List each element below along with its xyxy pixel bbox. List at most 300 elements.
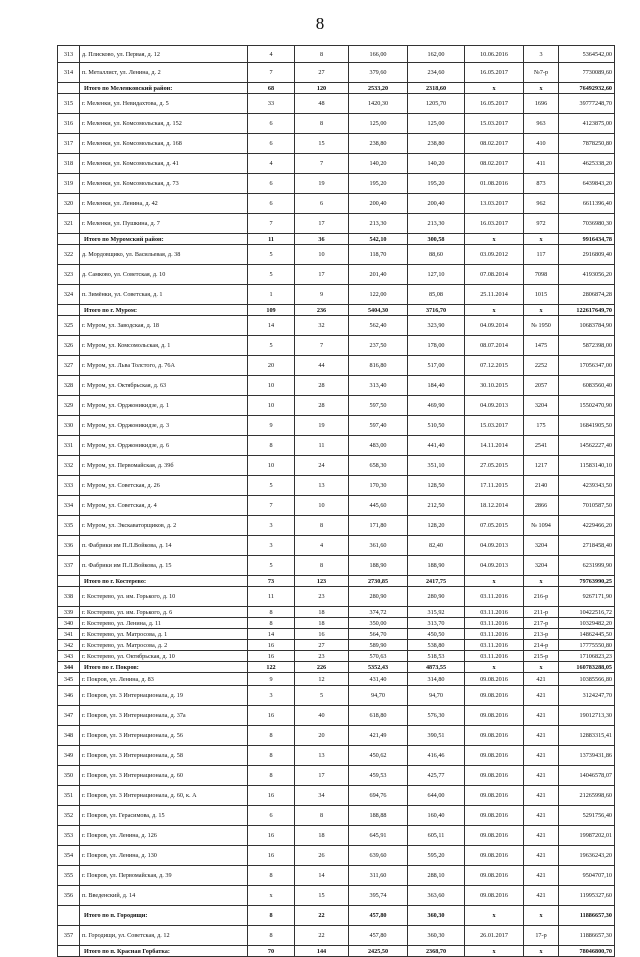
cell-col-3: 94,70 — [349, 686, 408, 706]
cell-col-4: 125,00 — [408, 114, 465, 134]
cell-row-number: 338 — [58, 587, 80, 607]
table-row — [58, 886, 615, 906]
table-row — [58, 245, 615, 265]
cell-row-number: 335 — [58, 516, 80, 536]
cell-address: г. Муром, ул. Экскаваторщиков, д. 2 — [80, 516, 248, 536]
cell-col-4: 2417,75 — [408, 576, 465, 587]
cell-col-1: 7 — [248, 63, 295, 83]
cell-date: 25.11.2014 — [465, 285, 524, 305]
cell-date: 09.08.2016 — [465, 746, 524, 766]
table-row — [58, 376, 615, 396]
cell-col-4: 390,51 — [408, 726, 465, 746]
cell-col-4: 3716,70 — [408, 305, 465, 316]
cell-address: г. Костерево, ул. Октябрьская, д. 10 — [80, 651, 248, 662]
cell-col-4: 360,30 — [408, 906, 465, 926]
cell-amount: 4625338,20 — [559, 154, 615, 174]
cell-col-1: 9 — [248, 416, 295, 436]
cell-amount: 5291756,40 — [559, 806, 615, 826]
cell-doc-number: 175 — [524, 416, 559, 436]
cell-col-2: 24 — [295, 456, 349, 476]
cell-col-2: 36 — [295, 234, 349, 245]
cell-col-1: 11 — [248, 587, 295, 607]
cell-amount: 14862445,50 — [559, 629, 615, 640]
cell-doc-number: 3204 — [524, 396, 559, 416]
cell-amount: 11886657,30 — [559, 926, 615, 946]
cell-row-number: 340 — [58, 618, 80, 629]
cell-amount: 10683784,90 — [559, 316, 615, 336]
cell-col-4: 300,58 — [408, 234, 465, 245]
cell-amount: 13739431,86 — [559, 746, 615, 766]
cell-date: 17.11.2015 — [465, 476, 524, 496]
cell-col-1: 7 — [248, 214, 295, 234]
cell-col-2: 13 — [295, 476, 349, 496]
table-row — [58, 46, 615, 63]
cell-col-3: 450,62 — [349, 746, 408, 766]
cell-amount: 7010587,50 — [559, 496, 615, 516]
cell-col-4: 538,80 — [408, 640, 465, 651]
cell-doc-number: 421 — [524, 846, 559, 866]
cell-doc-number: 117 — [524, 245, 559, 265]
cell-col-3: 597,50 — [349, 396, 408, 416]
cell-doc-number: 3204 — [524, 556, 559, 576]
cell-col-2: 17 — [295, 214, 349, 234]
cell-col-3: 457,80 — [349, 926, 408, 946]
cell-row-number: 339 — [58, 607, 80, 618]
cell-doc-number: 2541 — [524, 436, 559, 456]
cell-col-1: 14 — [248, 316, 295, 336]
cell-col-4: 351,10 — [408, 456, 465, 476]
table-row — [58, 766, 615, 786]
cell-amount: 9916434,78 — [559, 234, 615, 245]
cell-address: г. Муром, ул. Советская, д. 26 — [80, 476, 248, 496]
cell-address: г. Муром, ул. Орджоникидзе, д. 1 — [80, 396, 248, 416]
cell-address: г. Муром, ул. Октябрьская, д. 63 — [80, 376, 248, 396]
cell-row-number: 344 — [58, 662, 80, 673]
cell-amount: 122617649,70 — [559, 305, 615, 316]
cell-doc-number: x — [524, 234, 559, 245]
cell-address: г. Костерево, ул. Матросова, д. 1 — [80, 629, 248, 640]
cell-row-number: 350 — [58, 766, 80, 786]
cell-doc-number: 421 — [524, 706, 559, 726]
cell-doc-number: 211-р — [524, 607, 559, 618]
total-row — [58, 234, 615, 245]
cell-row-number: 346 — [58, 686, 80, 706]
cell-amount: 11995327,60 — [559, 886, 615, 906]
cell-col-1: 6 — [248, 174, 295, 194]
cell-address: Итого по п. Городищи: — [80, 906, 248, 926]
cell-col-2: 11 — [295, 436, 349, 456]
cell-date: x — [465, 662, 524, 673]
cell-address: г. Меленки, ул. Комсомольская, д. 41 — [80, 154, 248, 174]
cell-date: 16.03.2017 — [465, 214, 524, 234]
cell-row-number — [58, 946, 80, 957]
cell-doc-number: 17-р — [524, 926, 559, 946]
cell-address: г. Покров, ул. Ленина, д. 126 — [80, 826, 248, 846]
cell-amount: 21265998,60 — [559, 786, 615, 806]
cell-amount: 5872398,00 — [559, 336, 615, 356]
cell-doc-number: 421 — [524, 806, 559, 826]
cell-col-3: 639,60 — [349, 846, 408, 866]
cell-date: 04.09.2014 — [465, 316, 524, 336]
cell-col-1: 16 — [248, 826, 295, 846]
cell-doc-number: 411 — [524, 154, 559, 174]
cell-amount: 19987202,01 — [559, 826, 615, 846]
table-row — [58, 618, 615, 629]
cell-amount: 17775550,80 — [559, 640, 615, 651]
table-row — [58, 436, 615, 456]
cell-row-number — [58, 906, 80, 926]
cell-date: x — [465, 83, 524, 94]
cell-col-4: 314,80 — [408, 673, 465, 686]
table-row — [58, 396, 615, 416]
cell-date: 03.09.2012 — [465, 245, 524, 265]
table-row — [58, 154, 615, 174]
cell-doc-number: 217-р — [524, 618, 559, 629]
table-row — [58, 846, 615, 866]
cell-row-number — [58, 83, 80, 94]
cell-date: 09.08.2016 — [465, 706, 524, 726]
cell-col-3: 238,80 — [349, 134, 408, 154]
cell-col-2: 9 — [295, 285, 349, 305]
cell-col-3: 589,90 — [349, 640, 408, 651]
cell-col-2: 8 — [295, 46, 349, 63]
cell-col-3: 570,63 — [349, 651, 408, 662]
cell-address: г. Покров, ул. Первомайская, д. 39 — [80, 866, 248, 886]
cell-address: г. Муром, ул. Орджоникидзе, д. 6 — [80, 436, 248, 456]
cell-doc-number: 421 — [524, 686, 559, 706]
cell-col-4: 518,53 — [408, 651, 465, 662]
cell-col-3: 483,00 — [349, 436, 408, 456]
cell-amount: 5364542,00 — [559, 46, 615, 63]
cell-col-1: 11 — [248, 234, 295, 245]
cell-col-4: 160,40 — [408, 806, 465, 826]
cell-row-number: 322 — [58, 245, 80, 265]
cell-col-2: 13 — [295, 746, 349, 766]
cell-address: г. Меленки, ул. Комсомольская, д. 168 — [80, 134, 248, 154]
cell-row-number — [58, 234, 80, 245]
cell-col-3: 457,80 — [349, 906, 408, 926]
cell-col-1: 8 — [248, 866, 295, 886]
cell-col-4: 1205,70 — [408, 94, 465, 114]
cell-address: г. Костерево, ул. Матросова, д. 2 — [80, 640, 248, 651]
table-row — [58, 316, 615, 336]
cell-col-2: 236 — [295, 305, 349, 316]
cell-col-4: 4873,55 — [408, 662, 465, 673]
cell-col-3: 125,00 — [349, 114, 408, 134]
cell-address: п. Фабрики им П.Л.Войкова, д. 15 — [80, 556, 248, 576]
total-row — [58, 906, 615, 926]
table-row — [58, 134, 615, 154]
cell-col-2: 123 — [295, 576, 349, 587]
cell-col-4: 82,40 — [408, 536, 465, 556]
cell-doc-number: 421 — [524, 786, 559, 806]
cell-amount: 6231999,90 — [559, 556, 615, 576]
cell-col-4: 88,60 — [408, 245, 465, 265]
cell-row-number: 348 — [58, 726, 80, 746]
cell-col-3: 374,72 — [349, 607, 408, 618]
cell-address: д. Плисково, ул. Первая, д. 12 — [80, 46, 248, 63]
total-row — [58, 662, 615, 673]
cell-col-4: 644,00 — [408, 786, 465, 806]
cell-amount: 17106823,23 — [559, 651, 615, 662]
cell-col-2: 32 — [295, 316, 349, 336]
table-row — [58, 174, 615, 194]
cell-address: п. Введенский, д. 14 — [80, 886, 248, 906]
cell-address: г. Покров, ул. Ленина, д. 83 — [80, 673, 248, 686]
cell-address: г. Покров, ул. 3 Интернационала, д. 56 — [80, 726, 248, 746]
cell-col-1: 3 — [248, 516, 295, 536]
cell-row-number: 317 — [58, 134, 80, 154]
cell-amount: 9504707,10 — [559, 866, 615, 886]
cell-col-3: 140,20 — [349, 154, 408, 174]
cell-row-number: 319 — [58, 174, 80, 194]
cell-doc-number: 213-р — [524, 629, 559, 640]
table-row — [58, 63, 615, 83]
cell-doc-number: 215-р — [524, 651, 559, 662]
cell-col-1: 5 — [248, 245, 295, 265]
cell-col-4: 212,50 — [408, 496, 465, 516]
cell-row-number: 328 — [58, 376, 80, 396]
table-row — [58, 456, 615, 476]
table-row — [58, 265, 615, 285]
cell-col-3: 188,88 — [349, 806, 408, 826]
cell-date: 09.08.2016 — [465, 886, 524, 906]
cell-row-number: 327 — [58, 356, 80, 376]
cell-col-1: 8 — [248, 906, 295, 926]
cell-col-2: 27 — [295, 63, 349, 83]
cell-col-3: 361,60 — [349, 536, 408, 556]
cell-row-number: 356 — [58, 886, 80, 906]
cell-address: г. Покров, ул. 3 Интернационала, д. 19 — [80, 686, 248, 706]
cell-col-3: 5352,43 — [349, 662, 408, 673]
cell-date: 27.05.2015 — [465, 456, 524, 476]
cell-row-number: 321 — [58, 214, 80, 234]
table-row — [58, 651, 615, 662]
cell-col-3: 237,50 — [349, 336, 408, 356]
total-row — [58, 576, 615, 587]
cell-doc-number: 972 — [524, 214, 559, 234]
cell-date: 03.11.2016 — [465, 607, 524, 618]
cell-doc-number: 1015 — [524, 285, 559, 305]
cell-doc-number: 216-р — [524, 587, 559, 607]
cell-col-1: 8 — [248, 607, 295, 618]
cell-col-3: 118,70 — [349, 245, 408, 265]
cell-col-1: 70 — [248, 946, 295, 957]
cell-col-3: 195,20 — [349, 174, 408, 194]
cell-date: 08.02.2017 — [465, 154, 524, 174]
cell-col-1: 8 — [248, 436, 295, 456]
cell-col-3: 379,60 — [349, 63, 408, 83]
housing-table — [57, 45, 615, 957]
cell-doc-number: 963 — [524, 114, 559, 134]
total-row — [58, 946, 615, 957]
cell-col-4: 195,20 — [408, 174, 465, 194]
table-row — [58, 94, 615, 114]
cell-col-2: 22 — [295, 906, 349, 926]
cell-doc-number: x — [524, 906, 559, 926]
cell-col-1: 109 — [248, 305, 295, 316]
cell-date: 07.05.2015 — [465, 516, 524, 536]
cell-amount: 6611396,40 — [559, 194, 615, 214]
cell-doc-number: 1217 — [524, 456, 559, 476]
cell-date: 07.08.2014 — [465, 265, 524, 285]
cell-amount: 6083560,40 — [559, 376, 615, 396]
cell-col-1: 7 — [248, 496, 295, 516]
cell-amount: 16841905,50 — [559, 416, 615, 436]
table-row — [58, 114, 615, 134]
cell-row-number: 337 — [58, 556, 80, 576]
cell-row-number: 326 — [58, 336, 80, 356]
cell-col-3: 597,40 — [349, 416, 408, 436]
cell-col-2: 19 — [295, 416, 349, 436]
cell-col-1: 5 — [248, 336, 295, 356]
cell-address: п. Металлист, ул. Ленина, д. 2 — [80, 63, 248, 83]
cell-date: 07.12.2015 — [465, 356, 524, 376]
cell-doc-number: 2252 — [524, 356, 559, 376]
cell-address: г. Муром, ул. Орджоникидзе, д. 3 — [80, 416, 248, 436]
cell-col-2: 7 — [295, 336, 349, 356]
cell-col-4: 416,46 — [408, 746, 465, 766]
cell-col-3: 201,40 — [349, 265, 408, 285]
cell-col-3: 122,00 — [349, 285, 408, 305]
cell-amount: 10422516,72 — [559, 607, 615, 618]
table-body — [58, 46, 615, 957]
cell-amount: 4239343,50 — [559, 476, 615, 496]
cell-amount: 79763990,25 — [559, 576, 615, 587]
cell-amount: 14562227,40 — [559, 436, 615, 456]
cell-doc-number: 410 — [524, 134, 559, 154]
cell-date: 09.08.2016 — [465, 786, 524, 806]
total-row — [58, 305, 615, 316]
table-row — [58, 926, 615, 946]
cell-col-2: 44 — [295, 356, 349, 376]
cell-col-2: 120 — [295, 83, 349, 94]
cell-doc-number: x — [524, 946, 559, 957]
cell-doc-number: 962 — [524, 194, 559, 214]
cell-amount: 7036980,30 — [559, 214, 615, 234]
table-row — [58, 726, 615, 746]
cell-col-4: 188,90 — [408, 556, 465, 576]
cell-address: г. Муром, ул. Льва Толстого, д. 76А — [80, 356, 248, 376]
cell-date: 26.01.2017 — [465, 926, 524, 946]
cell-col-1: 68 — [248, 83, 295, 94]
cell-address: г. Меленки, ул. Комсомольская, д. 73 — [80, 174, 248, 194]
cell-col-3: 350,00 — [349, 618, 408, 629]
table-row — [58, 556, 615, 576]
cell-col-3: 5404,30 — [349, 305, 408, 316]
cell-row-number: 343 — [58, 651, 80, 662]
cell-address: г. Меленки, ул. Ленина, д. 42 — [80, 194, 248, 214]
cell-row-number: 351 — [58, 786, 80, 806]
cell-col-3: 421,49 — [349, 726, 408, 746]
cell-col-1: 16 — [248, 651, 295, 662]
cell-address: д. Мордовщико, ул. Васильевая, д. 38 — [80, 245, 248, 265]
cell-row-number: 320 — [58, 194, 80, 214]
cell-row-number: 334 — [58, 496, 80, 516]
cell-address: г. Покров, ул. 3 Интернационала, д. 37а — [80, 706, 248, 726]
cell-col-1: 33 — [248, 94, 295, 114]
cell-amount: 4229466,20 — [559, 516, 615, 536]
cell-col-2: 8 — [295, 556, 349, 576]
cell-doc-number: x — [524, 662, 559, 673]
cell-address: п. Фабрики им П.Л.Войкова, д. 14 — [80, 536, 248, 556]
cell-row-number: 341 — [58, 629, 80, 640]
cell-row-number: 323 — [58, 265, 80, 285]
cell-col-2: 28 — [295, 376, 349, 396]
table-row — [58, 536, 615, 556]
cell-date: 04.09.2013 — [465, 536, 524, 556]
cell-col-1: 8 — [248, 726, 295, 746]
cell-col-3: 200,40 — [349, 194, 408, 214]
table-row — [58, 416, 615, 436]
cell-col-2: 34 — [295, 786, 349, 806]
cell-row-number: 345 — [58, 673, 80, 686]
table-row — [58, 587, 615, 607]
cell-col-4: 605,11 — [408, 826, 465, 846]
cell-col-4: 425,77 — [408, 766, 465, 786]
cell-col-3: 1420,30 — [349, 94, 408, 114]
cell-address: г. Костерево, ул. Ленина, д. 11 — [80, 618, 248, 629]
cell-amount: 11886657,30 — [559, 906, 615, 926]
cell-col-2: 144 — [295, 946, 349, 957]
cell-date: x — [465, 234, 524, 245]
cell-col-3: 658,30 — [349, 456, 408, 476]
cell-col-1: 6 — [248, 194, 295, 214]
cell-col-1: 6 — [248, 114, 295, 134]
cell-col-1: 14 — [248, 629, 295, 640]
cell-col-2: 48 — [295, 94, 349, 114]
table-row — [58, 746, 615, 766]
cell-doc-number: 2140 — [524, 476, 559, 496]
cell-col-4: 200,40 — [408, 194, 465, 214]
cell-col-1: 8 — [248, 618, 295, 629]
cell-amount: 2806874,28 — [559, 285, 615, 305]
cell-doc-number: 3 — [524, 46, 559, 63]
cell-col-2: 15 — [295, 134, 349, 154]
page-number: 8 — [315, 14, 325, 33]
cell-col-2: 14 — [295, 866, 349, 886]
cell-col-4: 184,40 — [408, 376, 465, 396]
cell-doc-number: x — [524, 305, 559, 316]
cell-col-3: 542,10 — [349, 234, 408, 245]
cell-date: 14.11.2014 — [465, 436, 524, 456]
cell-doc-number: x — [524, 83, 559, 94]
cell-address: г. Муром, ул. Советская, д. 4 — [80, 496, 248, 516]
cell-col-4: 595,20 — [408, 846, 465, 866]
cell-col-4: 178,00 — [408, 336, 465, 356]
cell-col-2: 10 — [295, 496, 349, 516]
cell-doc-number: 1475 — [524, 336, 559, 356]
cell-col-4: 85,08 — [408, 285, 465, 305]
cell-row-number: 314 — [58, 63, 80, 83]
cell-date: 09.08.2016 — [465, 766, 524, 786]
cell-date: 13.03.2017 — [465, 194, 524, 214]
cell-date: x — [465, 305, 524, 316]
cell-col-1: 10 — [248, 376, 295, 396]
table-row — [58, 336, 615, 356]
cell-row-number — [58, 305, 80, 316]
cell-address: г. Костерево, ул. им. Горького, д. 6 — [80, 607, 248, 618]
cell-date: 15.03.2017 — [465, 114, 524, 134]
table-row — [58, 806, 615, 826]
table-row — [58, 607, 615, 618]
cell-col-2: 10 — [295, 245, 349, 265]
cell-doc-number: 1696 — [524, 94, 559, 114]
cell-address: г. Меленки, ул. Пушкина, д. 7 — [80, 214, 248, 234]
cell-col-3: 280,90 — [349, 587, 408, 607]
cell-col-3: 311,60 — [349, 866, 408, 886]
cell-address: Итого по г. Костерево: — [80, 576, 248, 587]
